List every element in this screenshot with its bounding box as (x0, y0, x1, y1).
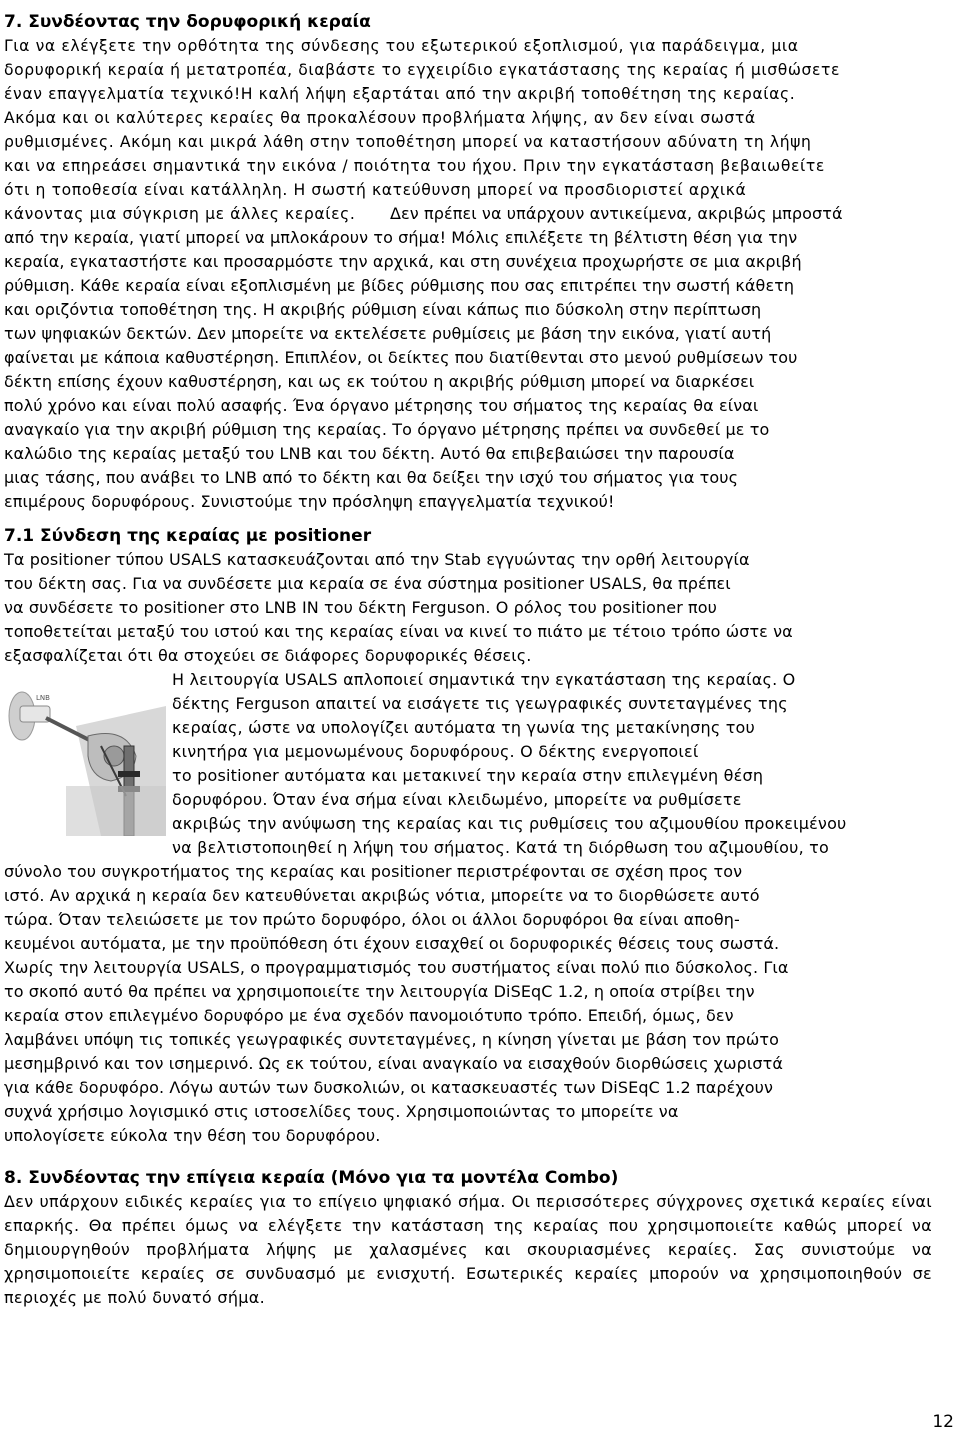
section-7-heading: 7. Συνδέοντας την δορυφορική κεραία (4, 12, 371, 32)
page-number: 12 (932, 1412, 954, 1432)
section-7-body-b-lead: Δεν πρέπει να υπάρχουν αντικείμενα, ακριβώς μπροστά (390, 204, 843, 223)
section-8-body: Δεν υπάρχουν ειδικές κεραίες για το επίγειο ψηφιακό σήμα. Οι περισσότερες σύγχρονες σχετικά κεραίες είναι επαρκής. Θα πρέπει όμως να ελέγξετε την κατάσταση της κεραίας που χρησιμοποιείτε καθώς μπορεί να δημιουργηθούν προβλήματα λήψης με χαλασμένες και σκουριασμένες κεραίες. Σας συνιστούμε να χρησιμοποιείτε κεραίες σε συνδυασμό με ενισχυτή. Εσωτερικές κεραίες μπορούν να χρησιμοποιηθούν σε περιοχές με πολύ δυνατό σήμα. (4, 1192, 932, 1307)
section-7-1-continued: σύνολο του συγκροτήματος της κεραίας και positioner περιστρέφονται σε σχέση προς τον ιστό. Αν αρχικά η κεραία δεν κατευθύνεται ακριβώς νότια, μπορείτε να το διορθώσετε αυτό τώρα. Όταν τελειώσετε με τον πρώτο δορυφόρο, όλοι οι άλλοι δορυφόροι θα είναι αποθη- κευμένοι αυτόματα, με την προϋπόθεση ότι έχουν εισαχθεί οι δορυφορικές θέσεις τους σωστά. Χωρίς την λειτουργία USALS, ο προγραμματισμός του συστήματος είναι πολύ πιο δύσκολος. Για το σκοπό αυτό θα πρέπει να χρησιμοποιείτε την λειτουργία DiSEqC 1.2, η οποία στρίβει την κεραία στον επιλεγμένο δορυφόρο με ένα σχεδόν πανομοιότυπο τρόπο. Επειδή, όμως, δεν λαμβάνει υπόψη τις τοπικές γεωγραφικές συντεταγμένες, η κίνηση γίνεται με βάση τον πρώτο μεσημβρινό και τον ισημερινό. Ως εκ τούτου, είναι αναγκαίο να εισαχθούν διορθώσεις χωριστά για κάθε δορυφόρο. Λόγω αυτών των δυσκολιών, οι κατασκευαστές των DiSEqC 1.2 παρέχουν συχνά χρήσιμο λογισμικό στις ιστοσελίδες τους. Χρησιμοποιώντας το μπορείτε να υπολογίσετε εύκολα την θέση του δορυφόρου. (4, 862, 789, 1145)
section-7-body-a: Για να ελέγξετε την ορθότητα της σύνδεσης του εξωτερικού εξοπλισμού, για παράδειγμα, μια δορυφορική κεραία ή μετατροπέα, διαβάστε το εγχειρίδιο εγκατάστασης της κεραίας ή μισθώσετε έναν επαγγελματία τεχνικό!Η καλή λήψη εξαρτάται από την ακριβή τοποθέτηση της κεραίας. Ακόμα και οι καλύτερες κεραίες θα προκαλέσουν προβλήματα λήψης, αν δεν είναι σωστά ρυθμισμένες. Ακόμη και μικρά λάθη στην τοποθέτηση μπορεί να καταστήσουν αδύνατη τη λήψη και να επηρεάσει σημαντικά την εικόνα / ποιότητα του ήχου. Πριν την εγκατάσταση βεβαιωθείτε ότι η τοποθεσία είναι κατάλληλη. Η σωστή κατεύθυνση μπορεί να προσδιοριστεί αρχικά κάνοντας μια σύγκριση με άλλες κεραίες. (4, 37, 841, 223)
section-7-1-wrapped-text: Η λειτουργία USALS απλοποιεί σημαντικά την εγκατάσταση της κεραίας. Ο δέκτης Ferguson απαιτεί να εισάγετε τις γεωγραφικές συντεταγμένες της κεραίας, ώστε να υπολογίζει αυτόματα τη γωνία της μετακίνησης του κινητήρα για μεμονωμένους δορυφόρους. Ο δέκτης ενεργοποιεί το positioner αυτόματα και μετακινεί την κεραία στην επιλεγμένη θέση δορυφόρου. Όταν ένα σήμα είναι κλειδωμένο, μπορείτε να ρυθμίσετε ακριβώς την ανύψωση της κεραίας και τις ρυθμίσεις του αζιμουθίου προκειμένου να βελτιστοποιηθεί η λήψη του σήματος. Κατά τη διόρθωση του αζιμουθίου, το (172, 670, 847, 857)
lnb-label: LNB (36, 694, 50, 702)
section-7-1-heading: 7.1 Σύνδεση της κεραίας με positioner (4, 526, 372, 546)
section-8-heading: 8. Συνδέοντας την επίγεια κεραία (Μόνο για τα μοντέλα Combo) (4, 1168, 619, 1188)
section-7-1-intro: Τα positioner τύπου USALS κατασκευάζονται από την Stab εγγυώντας την ορθή λειτουργία του δέκτη σας. Για να συνδέσετε μια κεραία σε ένα σύστημα positioner USALS, θα πρέπει να συνδέσετε το positioner στο LNB IN του δέκτη Ferguson. Ο ρόλος του positioner που τοποθετείται μεταξύ του ιστού και της κεραίας είναι να κινεί το πιάτο με τέτοιο τρόπο ώστε να εξασφαλίζεται ότι θα στοχεύει σε διάφορες δορυφορικές θέσεις. (4, 550, 793, 665)
positioner-antenna-photo (6, 686, 166, 836)
section-7-body-b: από την κεραία, γιατί μπορεί να μπλοκάρουν το σήμα! Μόλις επιλέξετε τη βέλτιστη θέση για την κεραία, εγκαταστήστε και προσαρμόστε την αρχικά, και στη συνέχεια προχωρήστε σε μια ακριβή ρύθμιση. Κάθε κεραία είναι εξοπλισμένη με βίδες ρύθμισης που σας επιτρέπει την σωστή κάθετη και οριζόντια τοποθέτηση της. Η ακριβής ρύθμιση είναι κάπως πιο δύσκολη στην περίπτωση των ψηφιακών δεκτών. Δεν μπορείτε να εκτελέσετε ρυθμίσεις με βάση την εικόνα, γιατί αυτή φαίνεται με κάποια καθυστέρηση. Επιπλέον, οι δείκτες που διατίθενται στο μενού ρυθμίσεων του δέκτη επίσης έχουν καθυστέρηση, και ως εκ τούτου η ακριβής ρύθμιση μπορεί να διαρκέσει πολύ χρόνο και είναι πολύ ασαφής. Ένα όργανο μέτρησης του σήματος της κεραίας θα είναι αναγκαίο για την ακριβή ρύθμιση της κεραίας. Το όργανο μέτρησης πρέπει να συνδεθεί με το καλώδιο της κεραίας μεταξύ του LNB και του δέκτη. Αυτό θα επιβεβαιώσει την παρουσία μιας τάσης, που ανάβει το LNB από το δέκτη και θα δείξει την ισχύ του σήματος για τους επιμέρους δορυφόρους. Συνιστούμε την πρόσληψη επαγγελματία τεχνικού! (4, 228, 802, 511)
